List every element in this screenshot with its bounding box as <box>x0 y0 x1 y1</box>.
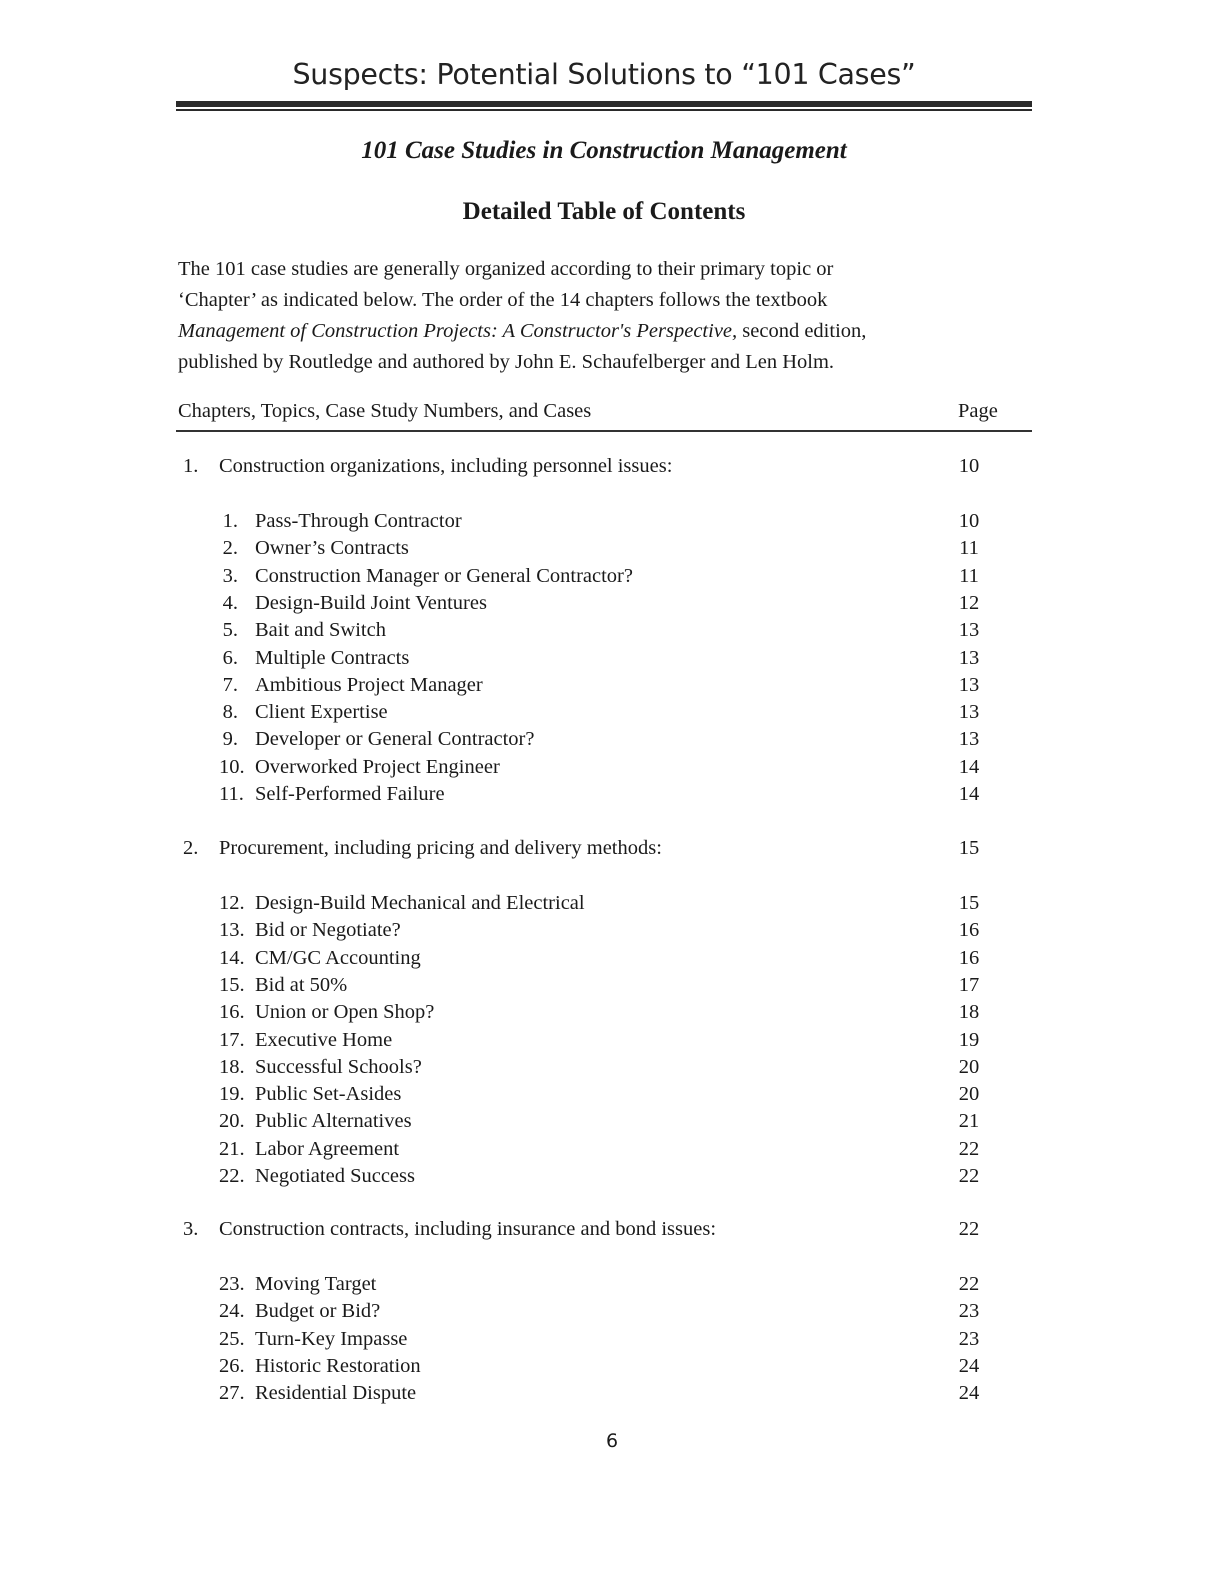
intro-line: The 101 case studies are generally organized according to their primary topic or <box>178 258 834 280</box>
case-title: Owner’s Contracts <box>255 537 409 560</box>
case-title: Public Set-Asides <box>255 1083 402 1106</box>
case-number: 8. <box>222 701 238 724</box>
case-page: 15 <box>958 892 980 914</box>
chapter-number: 1. <box>183 455 199 477</box>
case-row <box>0 890 1224 917</box>
intro-line <box>178 316 1018 347</box>
case-page: 16 <box>958 946 980 969</box>
column-header-left: Chapters, Topics, Case Study Numbers, and Cases <box>178 400 592 422</box>
case-row <box>0 1353 1224 1380</box>
case-title: CM/GC Accounting <box>255 946 421 969</box>
case-page: 12 <box>958 591 980 614</box>
case-number: 16. <box>219 1001 245 1024</box>
case-title: Successful Schools? <box>255 1055 422 1078</box>
case-page: 11 <box>959 564 979 587</box>
case-title: Public Alternatives <box>255 1110 412 1133</box>
case-page: 17 <box>958 973 980 996</box>
case-title: Ambitious Project Manager <box>255 673 483 696</box>
case-row <box>0 672 1224 699</box>
case-page: 13 <box>958 646 980 669</box>
case-page: 11 <box>959 537 979 560</box>
case-row <box>0 945 1224 972</box>
case-title: Moving Target <box>255 1273 377 1295</box>
case-row <box>0 590 1224 617</box>
case-title: Multiple Contracts <box>255 646 410 669</box>
case-number: 3. <box>222 564 238 587</box>
case-row <box>0 645 1224 672</box>
case-number: 24. <box>219 1300 245 1323</box>
textbook-title: Management of Construction Projects: A Constructor's Perspective, <box>178 320 738 342</box>
case-page: 13 <box>958 619 980 642</box>
case-title: Negotiated Success <box>255 1165 415 1187</box>
case-row <box>0 972 1224 999</box>
chapter-number: 3. <box>183 1218 199 1240</box>
case-number: 11. <box>219 783 244 805</box>
case-title: Construction Manager or General Contractor? <box>255 564 633 587</box>
case-number: 2. <box>222 537 238 560</box>
case-number: 14. <box>219 946 245 969</box>
case-page: 10 <box>958 510 980 532</box>
case-number: 9. <box>222 728 238 751</box>
case-page: 24 <box>958 1354 980 1377</box>
case-title: Self-Performed Failure <box>255 783 445 805</box>
case-page: 16 <box>958 919 980 942</box>
column-header-page: Page <box>958 400 998 422</box>
chapter-row <box>0 1216 1224 1243</box>
case-title: Design-Build Mechanical and Electrical <box>255 892 585 914</box>
case-number: 25. <box>219 1327 245 1350</box>
case-page: 20 <box>958 1083 980 1106</box>
case-row <box>0 1027 1224 1054</box>
case-page: 20 <box>958 1055 980 1078</box>
case-title: Bid at 50% <box>255 973 348 996</box>
page-number: 6 <box>605 1430 619 1452</box>
chapter-number: 2. <box>183 837 199 859</box>
case-number: 18. <box>219 1055 245 1078</box>
case-number: 19. <box>219 1083 245 1106</box>
intro-line: published by Routledge and authored by John E. Schaufelberger and Len Holm. <box>178 351 835 373</box>
case-page: 22 <box>958 1273 980 1295</box>
case-page: 23 <box>958 1327 980 1350</box>
case-page: 13 <box>958 701 980 724</box>
case-title: Pass-Through Contractor <box>255 510 462 532</box>
chapter-title: Construction contracts, including insurance and bond issues: <box>219 1218 717 1240</box>
case-page: 19 <box>958 1028 980 1051</box>
case-row <box>0 535 1224 562</box>
case-row <box>0 917 1224 944</box>
case-row <box>0 1108 1224 1135</box>
case-title: Executive Home <box>255 1028 393 1051</box>
case-number: 13. <box>219 919 245 942</box>
chapter-row <box>0 453 1224 480</box>
case-row <box>0 781 1224 808</box>
case-row <box>0 1326 1224 1353</box>
column-header-rule <box>176 430 1032 432</box>
case-number: 6. <box>222 646 238 669</box>
case-page: 21 <box>958 1110 980 1133</box>
case-number: 4. <box>222 591 238 614</box>
case-title: Historic Restoration <box>255 1354 421 1377</box>
header-rule-thick <box>176 101 1032 107</box>
case-row <box>0 1081 1224 1108</box>
chapter-title: Procurement, including pricing and delivery methods: <box>219 837 662 859</box>
case-title: Labor Agreement <box>255 1137 400 1160</box>
header-rule-thin <box>176 109 1032 111</box>
case-page: 24 <box>958 1382 980 1405</box>
case-title: Design-Build Joint Ventures <box>255 591 487 614</box>
chapter-page: 22 <box>958 1218 980 1240</box>
case-number: 15. <box>219 973 245 996</box>
case-number: 21. <box>219 1137 245 1160</box>
case-row <box>0 617 1224 644</box>
toc-heading: Detailed Table of Contents <box>462 198 746 225</box>
case-page: 13 <box>958 728 980 751</box>
running-header-title: Suspects: Potential Solutions to “101 Cases” <box>292 58 916 91</box>
case-row <box>0 726 1224 753</box>
case-title: Budget or Bid? <box>255 1300 381 1323</box>
case-title: Bid or Negotiate? <box>255 919 401 942</box>
case-page: 14 <box>958 783 980 805</box>
case-number: 12. <box>219 892 245 914</box>
case-number: 10. <box>219 755 245 778</box>
case-title: Developer or General Contractor? <box>255 728 535 751</box>
case-number: 27. <box>219 1382 245 1405</box>
chapter-page: 10 <box>958 455 980 477</box>
toc-column-header <box>178 400 1028 423</box>
intro-line: ‘Chapter’ as indicated below. The order of the 14 chapters follows the textbook <box>178 289 828 311</box>
case-row <box>0 999 1224 1026</box>
case-row <box>0 754 1224 781</box>
chapter-page: 15 <box>958 837 980 859</box>
case-page: 22 <box>958 1137 980 1160</box>
case-number: 23. <box>219 1273 245 1295</box>
intro-line-rest: second edition, <box>737 320 867 342</box>
intro-paragraph <box>178 254 1018 378</box>
case-row <box>0 1163 1224 1190</box>
case-title: Turn-Key Impasse <box>255 1327 408 1350</box>
chapter-row <box>0 835 1224 862</box>
case-number: 1. <box>222 510 238 532</box>
case-number: 26. <box>219 1354 245 1377</box>
case-row <box>0 1380 1224 1407</box>
case-row <box>0 508 1224 535</box>
chapter-title: Construction organizations, including personnel issues: <box>219 455 673 477</box>
case-row <box>0 1298 1224 1325</box>
case-row <box>0 1136 1224 1163</box>
case-row <box>0 1271 1224 1298</box>
case-number: 17. <box>219 1028 245 1051</box>
case-row <box>0 563 1224 590</box>
case-page: 13 <box>958 673 980 696</box>
case-row <box>0 1054 1224 1081</box>
case-number: 20. <box>219 1110 245 1133</box>
case-title: Client Expertise <box>255 701 388 724</box>
case-number: 5. <box>222 619 238 642</box>
case-title: Union or Open Shop? <box>255 1001 435 1024</box>
case-title: Bait and Switch <box>255 619 386 642</box>
book-title: 101 Case Studies in Construction Management <box>361 137 847 164</box>
case-page: 14 <box>958 755 980 778</box>
case-number: 7. <box>222 673 238 696</box>
case-title: Overworked Project Engineer <box>255 755 500 778</box>
case-row <box>0 699 1224 726</box>
case-page: 23 <box>958 1300 980 1323</box>
case-page: 22 <box>958 1165 980 1187</box>
case-title: Residential Dispute <box>255 1382 417 1405</box>
case-page: 18 <box>958 1001 980 1024</box>
case-number: 22. <box>219 1165 245 1187</box>
